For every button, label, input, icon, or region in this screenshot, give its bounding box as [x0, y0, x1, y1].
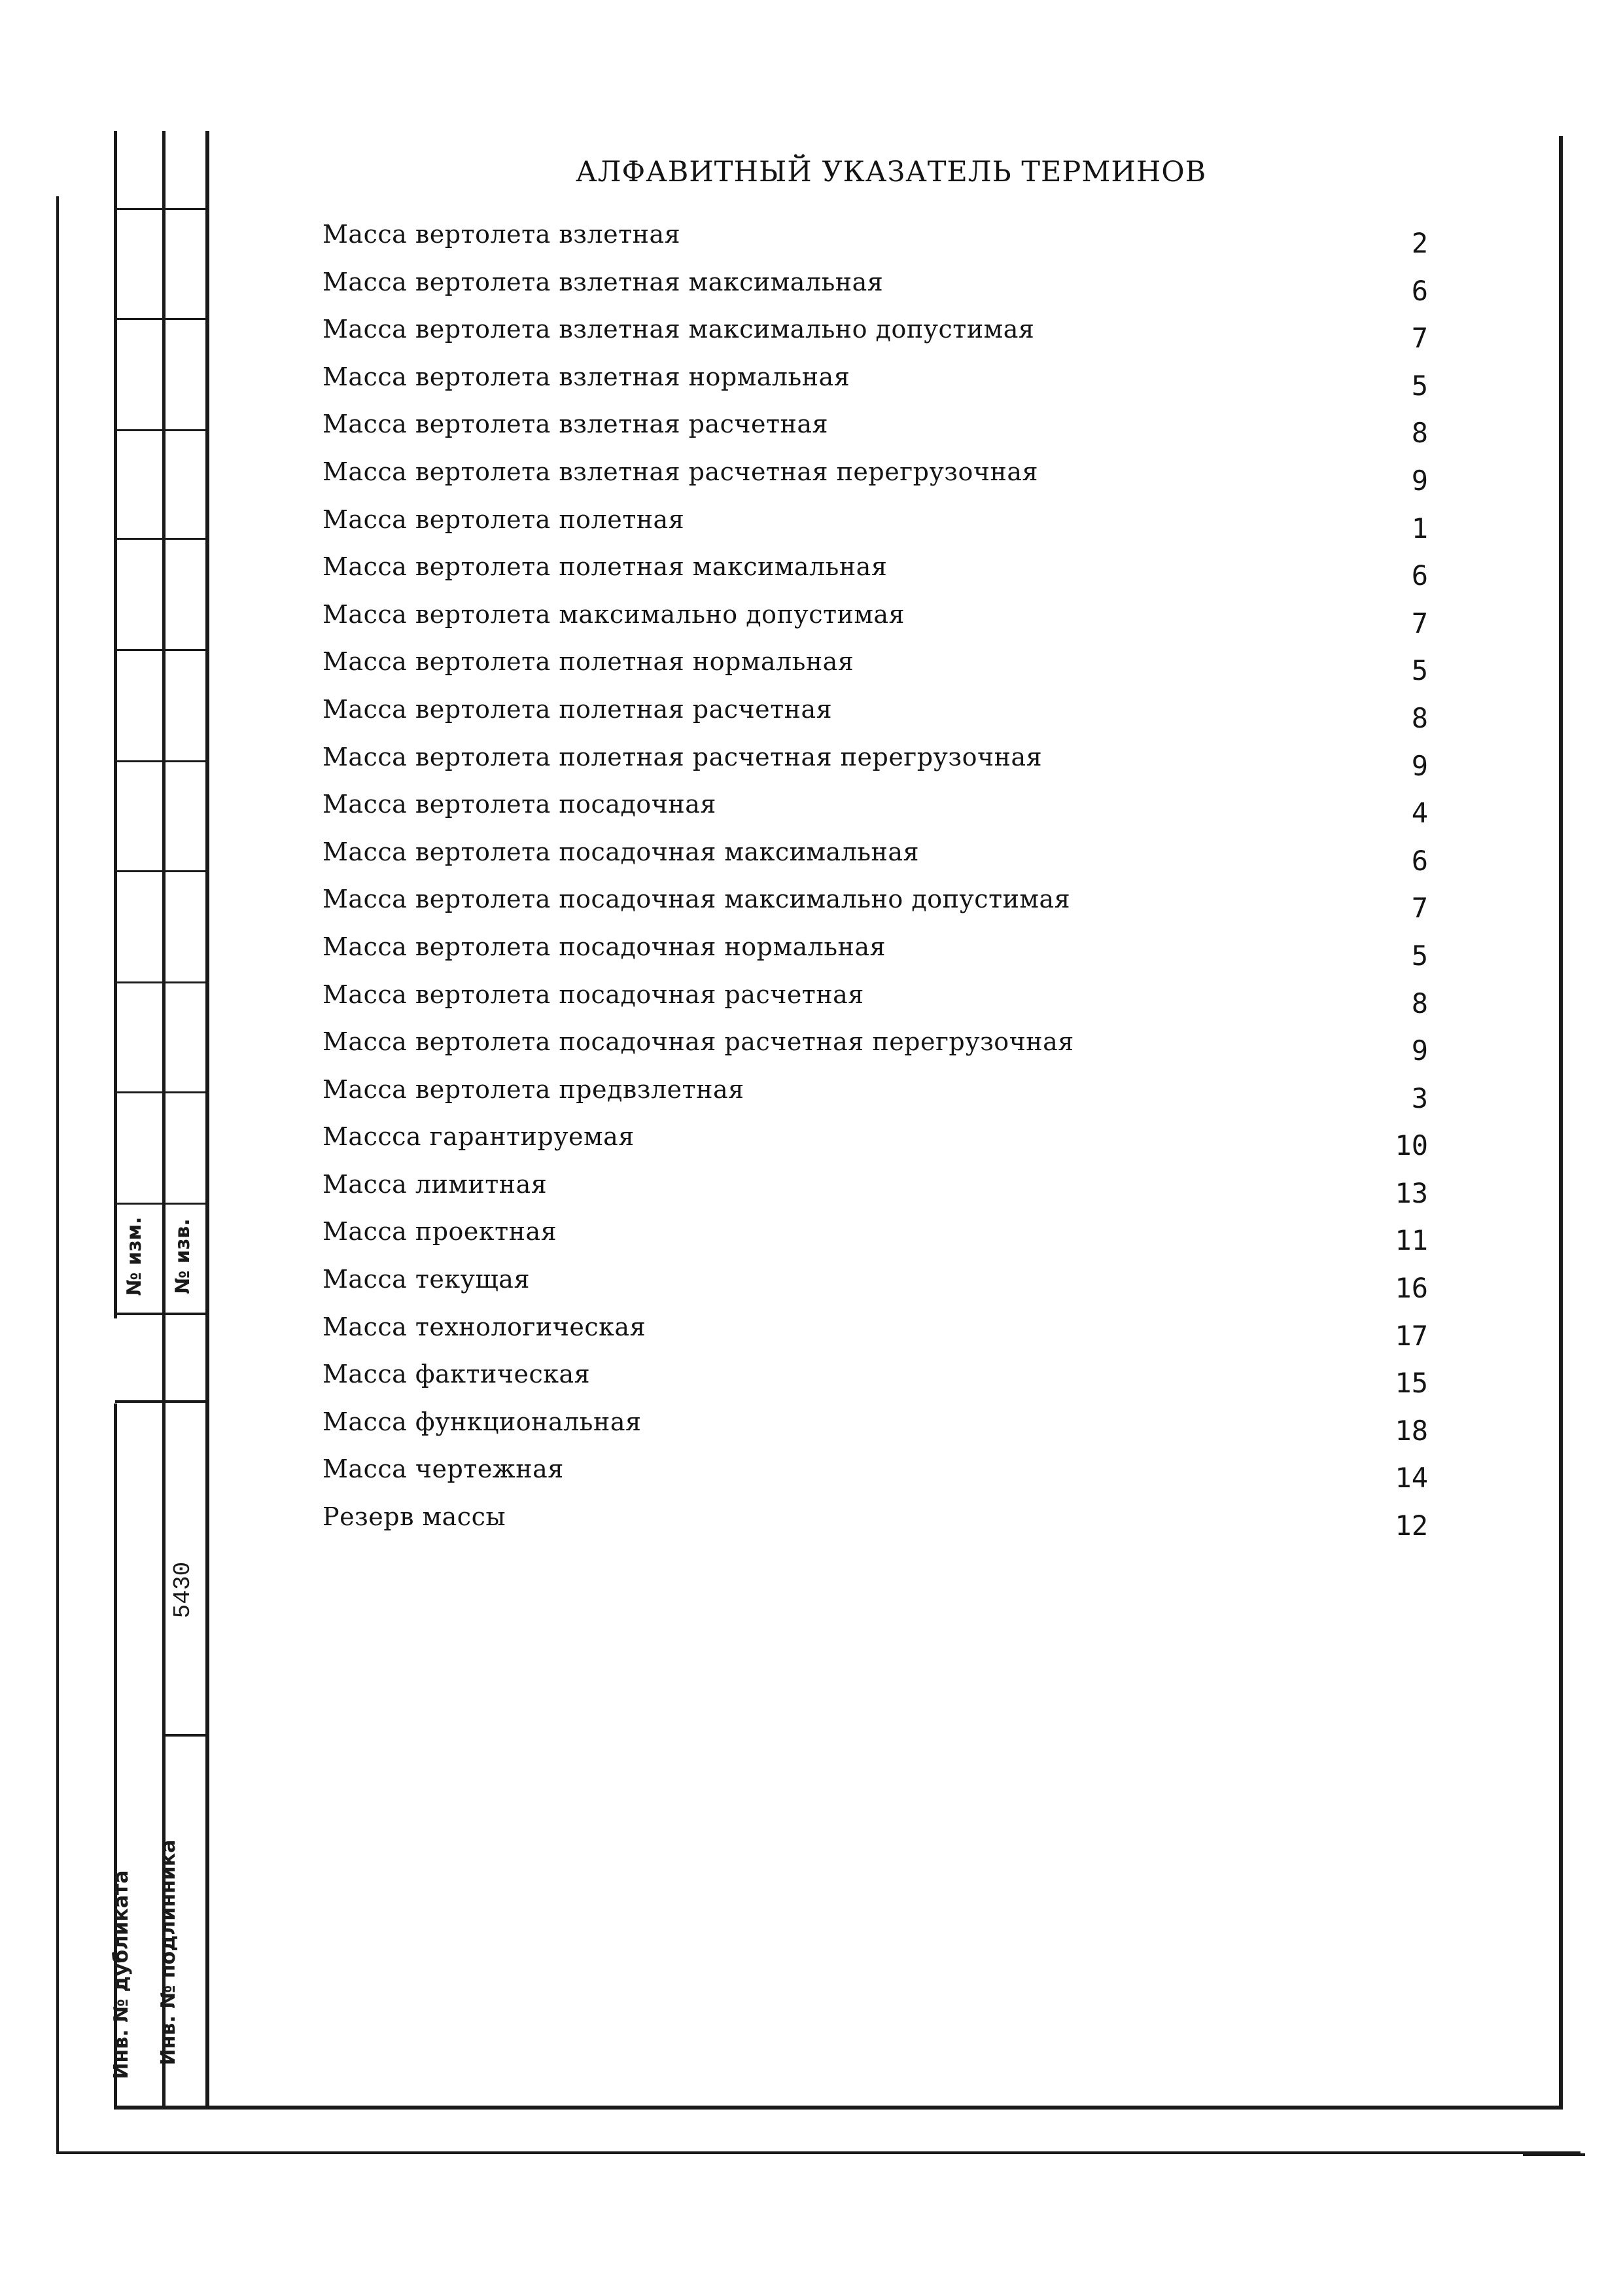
- sidebar-cell-divider: [115, 870, 207, 872]
- term-page-number: 7: [1411, 892, 1428, 925]
- term-text: Масса фактическая: [323, 1360, 591, 1389]
- no-izm-label: № изм.: [123, 1216, 146, 1296]
- term-row: [323, 1075, 1428, 1123]
- term-page-number: 14: [1395, 1462, 1428, 1494]
- term-text: Масса вертолета взлетная максимальная: [323, 267, 884, 296]
- term-text: Масса вертолета посадочная: [323, 790, 716, 819]
- content-frame-right-line: [1559, 136, 1563, 2107]
- sidebar-cell-divider: [164, 1734, 207, 1737]
- sidebar-cell-divider: [115, 760, 207, 762]
- term-text: Масса вертолета полетная: [323, 504, 685, 534]
- sidebar-cell-divider: [115, 1400, 207, 1403]
- term-page-number: 2: [1411, 227, 1428, 259]
- term-row: [323, 410, 1428, 457]
- term-text: Масса вертолета взлетная нормальная: [323, 362, 850, 391]
- frame-bottom-long-line: [56, 2151, 1580, 2154]
- term-text: Масса вертолета полетная расчетная: [323, 694, 833, 724]
- term-page-number: 11: [1395, 1224, 1428, 1257]
- term-row: [323, 1407, 1428, 1455]
- term-page-number: 15: [1395, 1367, 1428, 1400]
- inv-dublikata-label: Инв. № дубликата: [110, 1870, 133, 2079]
- term-text: Масса вертолета посадочная максимальная: [323, 837, 919, 866]
- term-page-number: 10: [1395, 1129, 1428, 1162]
- sidebar-cell-divider: [115, 429, 207, 431]
- term-page-number: 12: [1395, 1510, 1428, 1542]
- sidebar-cell-divider: [115, 538, 207, 540]
- term-text: Масса вертолета взлетная расчетная: [323, 410, 829, 439]
- term-text: Масса вертолета полетная максимальная: [323, 552, 888, 582]
- sidebar-middle-line: [162, 131, 166, 2109]
- sidebar-cell-divider: [115, 318, 207, 320]
- page-title: АЛФАВИТНЫЙ УКАЗАТЕЛЬ ТЕРМИНОВ: [576, 156, 1207, 188]
- term-page-number: 1: [1411, 512, 1428, 544]
- term-row: [323, 695, 1428, 743]
- term-row: [323, 743, 1428, 790]
- term-row: [323, 1360, 1428, 1407]
- term-page-number: 17: [1395, 1319, 1428, 1352]
- term-text: Масса текущая: [323, 1265, 530, 1294]
- term-text: Масса вертолета взлетная: [323, 220, 681, 249]
- sidebar-cell-divider: [115, 208, 207, 210]
- term-row: [323, 505, 1428, 553]
- term-page-number: 3: [1411, 1082, 1428, 1114]
- term-page-number: 8: [1411, 987, 1428, 1019]
- term-row: [323, 790, 1428, 838]
- term-text: Резерв массы: [323, 1502, 506, 1532]
- term-text: Масса вертолета посадочная максимально допустимая: [323, 885, 1071, 914]
- term-text: Масса вертолета посадочная расчетная перегрузочная: [323, 1027, 1074, 1057]
- term-page-number: 5: [1411, 369, 1428, 402]
- sidebar-cell-divider: [115, 981, 207, 983]
- no-izv-label: № изв.: [171, 1218, 194, 1294]
- term-page-number: 4: [1411, 797, 1428, 830]
- term-text: Масса вертолета предвзлетная: [323, 1074, 744, 1104]
- term-page-number: 8: [1411, 417, 1428, 450]
- term-row: [323, 885, 1428, 932]
- term-page-number: 8: [1411, 701, 1428, 734]
- term-page-number: 7: [1411, 322, 1428, 355]
- term-row: [323, 1170, 1428, 1218]
- term-row: [323, 1455, 1428, 1502]
- term-page-number: 6: [1411, 274, 1428, 307]
- term-row: [323, 315, 1428, 362]
- term-text: Масса вертолета взлетная максимально допустимая: [323, 315, 1035, 344]
- term-row: [323, 932, 1428, 980]
- term-text: Масса проектная: [323, 1217, 557, 1246]
- term-row: [323, 1027, 1428, 1075]
- term-page-number: 6: [1411, 559, 1428, 592]
- term-text: Масса вертолета полетная нормальная: [323, 647, 854, 677]
- term-text: Масса вертолета максимально допустимая: [323, 599, 905, 629]
- term-row: [323, 1313, 1428, 1360]
- term-row: [323, 600, 1428, 648]
- sidebar-outer-left-line: [114, 131, 117, 1318]
- term-text: Масса функциональная: [323, 1407, 642, 1436]
- term-row: [323, 268, 1428, 315]
- term-text: Масса вертолета посадочная расчетная: [323, 980, 864, 1009]
- term-page-number: 18: [1395, 1414, 1428, 1447]
- term-page-number: 6: [1411, 844, 1428, 877]
- term-text: Массса гарантируемая: [323, 1122, 635, 1152]
- term-row: [323, 1217, 1428, 1265]
- term-row: [323, 647, 1428, 695]
- term-row: [323, 220, 1428, 268]
- inv-podlinnika-label: Инв. № подлинника: [157, 1839, 180, 2066]
- term-row: [323, 980, 1428, 1028]
- term-page-number: 16: [1395, 1272, 1428, 1305]
- term-text: Масса вертолета взлетная расчетная перегрузочная: [323, 457, 1038, 486]
- term-page-number: 7: [1411, 607, 1428, 639]
- term-text: Масса вертолета полетная расчетная перегрузочная: [323, 742, 1043, 771]
- content-frame-bottom-line: [114, 2106, 1563, 2110]
- term-row: [323, 838, 1428, 885]
- inventory-number-value: 5430: [169, 1561, 196, 1619]
- sidebar-cell-divider: [115, 649, 207, 651]
- term-text: Масса лимитная: [323, 1169, 548, 1199]
- term-page-number: 9: [1411, 1034, 1428, 1067]
- sidebar-cell-divider: [115, 1091, 207, 1093]
- term-page-number: 13: [1395, 1176, 1428, 1209]
- term-text: Масса вертолета посадочная нормальная: [323, 932, 886, 961]
- term-row: [323, 1502, 1428, 1550]
- term-page-number: 5: [1411, 654, 1428, 687]
- term-text: Масса технологическая: [323, 1312, 646, 1341]
- term-text: Масса чертежная: [323, 1455, 564, 1484]
- term-page-number: 5: [1411, 939, 1428, 972]
- content-frame-left-line: [205, 131, 209, 2109]
- term-page-number: 9: [1411, 749, 1428, 782]
- frame-bottom-dash-line: [1523, 2153, 1585, 2156]
- term-row: [323, 457, 1428, 505]
- term-row: [323, 1265, 1428, 1313]
- frame-left-long-line: [56, 196, 59, 2153]
- term-row: [323, 362, 1428, 410]
- term-index-list: [323, 220, 1428, 1550]
- term-row: [323, 1122, 1428, 1170]
- term-page-number: 9: [1411, 464, 1428, 497]
- term-row: [323, 552, 1428, 600]
